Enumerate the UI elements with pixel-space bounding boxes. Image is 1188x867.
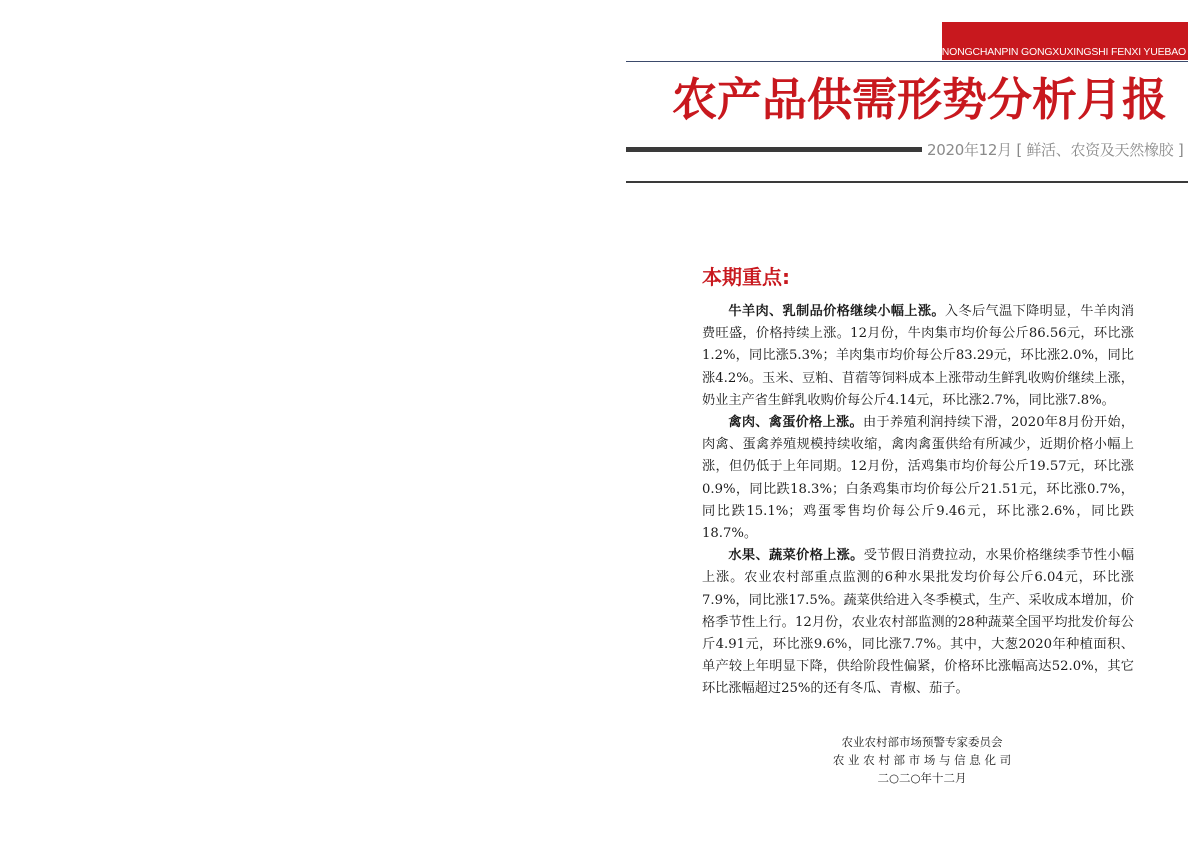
header-banner — [942, 22, 1188, 60]
signature-block — [780, 733, 1064, 787]
banner-text: NONGCHANPIN GONGXUXINGSHI FENXI YUEBAO — [942, 46, 1186, 58]
subtitle-rule — [626, 147, 922, 152]
paragraph-lead: 水果、蔬菜价格上涨。 — [728, 548, 864, 564]
header-top-rule — [626, 61, 1188, 62]
paragraph-poultry-eggs — [702, 412, 1134, 545]
signature-department: 农 业 农 村 部 市 场 与 信 息 化 司 — [832, 753, 1012, 767]
paragraph-text: 受节假日消费拉动，水果价格继续季节性小幅上涨。农业农村部重点监测的6种水果批发均价每公斤6.04元，环比涨7.9%，同比涨17.5%。蔬菜供给进入冬季模式，生产、采收成本增加，价格季节性上行。12月份，农业农村部监测的28种蔬菜全国平均批发价每公斤4.91元，环比涨9.6%，同比涨7.7%。其中，大葱2020年种植面积、单产较上年明显下降，供给阶段性偏紧，价格环比涨幅高达52.0%，其它环比涨幅超过25%的还有冬瓜、青椒、茄子。 — [702, 548, 1135, 697]
paragraph-lead: 牛羊肉、乳制品价格继续小幅上涨。 — [728, 304, 945, 319]
report-subtitle: 2020年12月 [ 鲜活、农资及天然橡胶 ] — [927, 141, 1184, 159]
highlights-body — [702, 301, 1134, 701]
paragraph-text: 入冬后气温下降明显，牛羊肉消费旺盛，价格持续上涨。12月份，牛肉集市均价每公斤86.56元，环比涨1.2%，同比涨5.3%；羊肉集市均价每公斤83.29元，环比涨2.0%，同比涨4.2%。玉米、豆粕、苜蓿等饲料成本上涨带动生鲜乳收购价继续上涨，奶业主产省生鲜乳收购价每公斤4.14元，环比涨2.7%，同比涨7.8%。 — [702, 304, 1135, 408]
report-title: 农产品供需形势分析月报 — [672, 73, 1168, 126]
section-heading: 本期重点: — [702, 265, 790, 289]
header-bottom-rule — [626, 181, 1188, 183]
paragraph-fruit-vegetables — [702, 545, 1134, 700]
signature-date: 二○二○年十二月 — [877, 771, 967, 785]
signature-committee: 农业农村部市场预警专家委员会 — [841, 735, 1003, 749]
paragraph-text: 由于养殖利润持续下滑，2020年8月份开始，肉禽、蛋禽养殖规模持续收缩，禽肉禽蛋供给有所减少，近期价格小幅上涨，但仍低于上年同期。12月份，活鸡集市均价每公斤19.57元，环比涨0.9%，同比跌18.3%；白条鸡集市均价每公斤21.51元，环比涨0.7%，同比跌15.1%；鸡蛋零售均价每公斤9.46元，环比涨2.6%，同比跌18.7%。 — [702, 415, 1135, 542]
paragraph-lead: 禽肉、禽蛋价格上涨。 — [728, 415, 863, 431]
paragraph-meat-dairy — [702, 301, 1134, 412]
